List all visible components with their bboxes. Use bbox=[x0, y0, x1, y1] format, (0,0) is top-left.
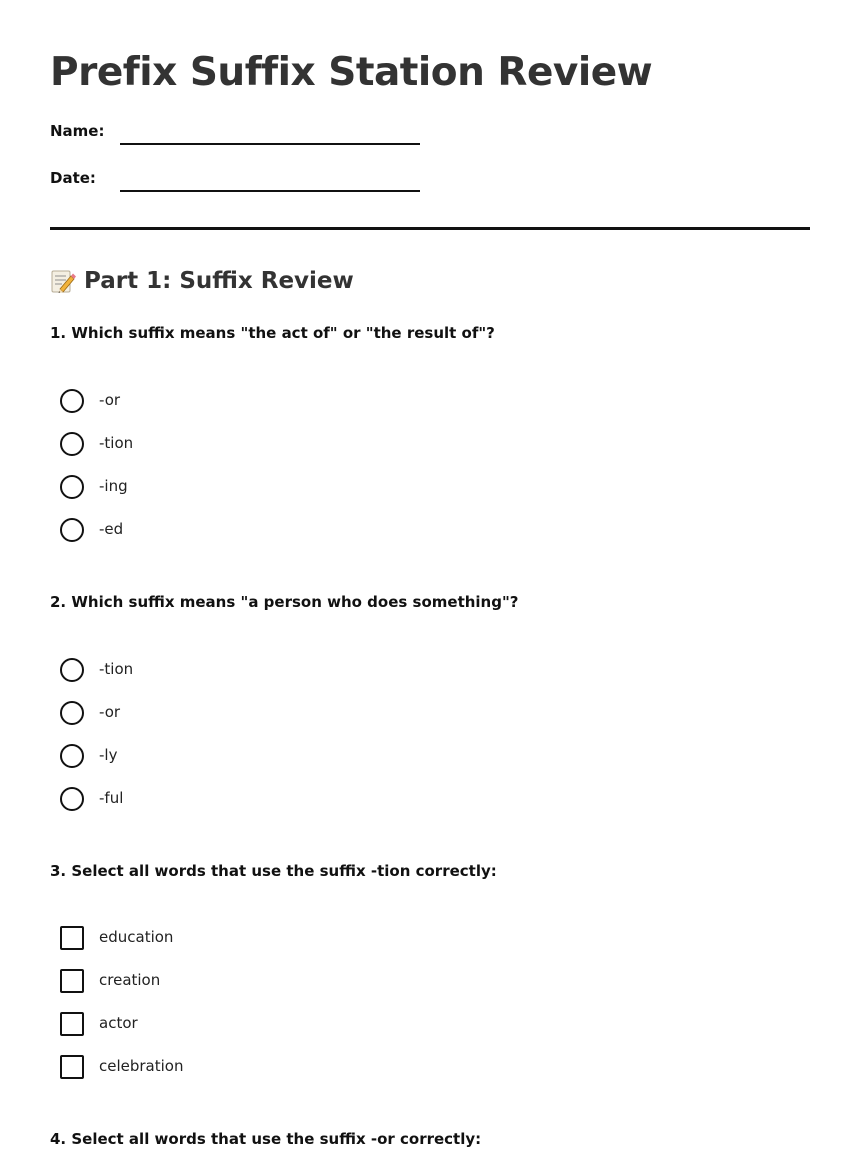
name-input-line[interactable] bbox=[120, 143, 420, 145]
option-education[interactable] bbox=[60, 926, 460, 952]
worksheet-title: Prefix Suffix Station Review bbox=[50, 50, 653, 95]
option-label: -ed bbox=[99, 520, 124, 538]
radio-button[interactable] bbox=[60, 658, 84, 682]
checkbox[interactable] bbox=[60, 926, 84, 950]
option-label: -ly bbox=[99, 746, 118, 764]
name-label: Name: bbox=[50, 122, 105, 140]
option-label: -or bbox=[99, 391, 121, 409]
radio-button[interactable] bbox=[60, 475, 84, 499]
option-label: -ing bbox=[99, 477, 128, 495]
date-label: Date: bbox=[50, 169, 96, 187]
option-label: -tion bbox=[99, 660, 134, 678]
option-tion[interactable] bbox=[60, 658, 460, 684]
checkbox[interactable] bbox=[60, 969, 84, 993]
option-label: -ful bbox=[99, 789, 124, 807]
radio-button[interactable] bbox=[60, 701, 84, 725]
date-input-line[interactable] bbox=[120, 190, 420, 192]
option-actor[interactable] bbox=[60, 1012, 460, 1038]
question-text: 3. Select all words that use the suffix -tion correctly: bbox=[50, 862, 497, 880]
option-or[interactable] bbox=[60, 389, 460, 415]
date-field-row bbox=[50, 169, 450, 193]
question-text: 2. Which suffix means "a person who does something"? bbox=[50, 593, 519, 611]
section-heading bbox=[50, 266, 354, 298]
option-creation[interactable] bbox=[60, 969, 460, 995]
option-ed[interactable] bbox=[60, 518, 460, 544]
checkbox[interactable] bbox=[60, 1055, 84, 1079]
radio-button[interactable] bbox=[60, 389, 84, 413]
memo-pencil-icon bbox=[50, 268, 76, 294]
question-text: 4. Select all words that use the suffix -or correctly: bbox=[50, 1130, 482, 1148]
option-label: actor bbox=[99, 1014, 138, 1032]
option-ful[interactable] bbox=[60, 787, 460, 813]
option-label: creation bbox=[99, 971, 161, 989]
section-title: Part 1: Suffix Review bbox=[84, 268, 354, 294]
option-tion[interactable] bbox=[60, 432, 460, 458]
radio-button[interactable] bbox=[60, 787, 84, 811]
checkbox[interactable] bbox=[60, 1012, 84, 1036]
option-label: education bbox=[99, 928, 174, 946]
radio-button[interactable] bbox=[60, 744, 84, 768]
option-label: -or bbox=[99, 703, 121, 721]
header-divider bbox=[50, 227, 810, 230]
option-celebration[interactable] bbox=[60, 1055, 460, 1081]
question-text: 1. Which suffix means "the act of" or "the result of"? bbox=[50, 324, 495, 342]
radio-button[interactable] bbox=[60, 518, 84, 542]
option-or[interactable] bbox=[60, 701, 460, 727]
radio-button[interactable] bbox=[60, 432, 84, 456]
option-ly[interactable] bbox=[60, 744, 460, 770]
option-label: -tion bbox=[99, 434, 134, 452]
option-ing[interactable] bbox=[60, 475, 460, 501]
option-label: celebration bbox=[99, 1057, 184, 1075]
name-field-row bbox=[50, 122, 450, 146]
